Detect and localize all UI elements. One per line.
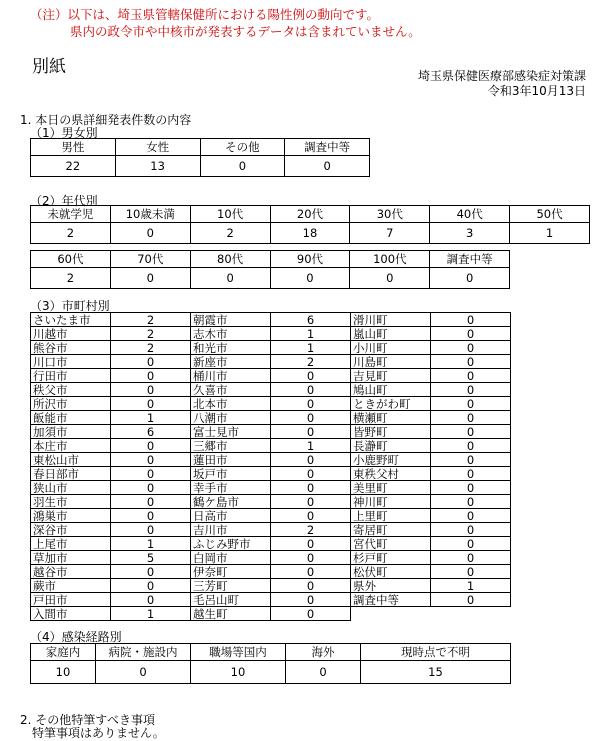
municipality-name: 小鹿野町	[351, 453, 431, 467]
municipality-count: 2	[111, 327, 191, 341]
municipality-row	[31, 565, 511, 579]
municipality-row	[31, 481, 511, 495]
age-header-row-1	[31, 206, 590, 223]
municipality-title: （3）市町村別	[30, 299, 110, 313]
municipality-name: 吉川市	[191, 523, 271, 537]
route-title: （4）感染経路別	[30, 630, 122, 644]
municipality-name: 川島町	[351, 355, 431, 369]
notice-line-1: （注）以下は、埼玉県管轄保健所における陽性例の動向です。	[30, 7, 380, 22]
municipality-count	[431, 607, 511, 621]
municipality-count: 0	[431, 537, 511, 551]
a-h2-cell: 60代	[31, 251, 111, 268]
municipality-count: 0	[271, 411, 351, 425]
municipality-count: 0	[431, 425, 511, 439]
g-h-cell: 男性	[31, 139, 116, 156]
a-v1-cell: 2	[190, 223, 270, 244]
municipality-name: 蕨市	[31, 579, 111, 593]
municipality-name: 県外	[351, 579, 431, 593]
a-h1-cell: 20代	[270, 206, 350, 223]
a-v2-cell: 0	[190, 268, 270, 289]
municipality-name: 越生町	[191, 607, 271, 621]
section1-title: 1. 本日の県詳細発表件数の内容	[20, 113, 192, 127]
municipality-count: 0	[271, 425, 351, 439]
municipality-row	[31, 537, 511, 551]
a-v2-cell: 0	[430, 268, 510, 289]
municipality-name: 長瀞町	[351, 439, 431, 453]
municipality-row	[31, 439, 511, 453]
municipality-name: 蓮田市	[191, 453, 271, 467]
municipality-count: 2	[271, 523, 351, 537]
municipality-row	[31, 355, 511, 369]
municipality-name: 吉見町	[351, 369, 431, 383]
a-h1-cell: 30代	[350, 206, 430, 223]
municipality-name: 毛呂山町	[191, 593, 271, 607]
municipality-count: 0	[111, 439, 191, 453]
municipality-name: ときがわ町	[351, 397, 431, 411]
municipality-count: 0	[431, 565, 511, 579]
g-h-cell: その他	[200, 139, 285, 156]
municipality-name: 熊谷市	[31, 341, 111, 355]
a-h1-cell: 10歳未満	[110, 206, 190, 223]
notice-line-2: 県内の政令市や中核市が発表するデータは含まれていません。	[70, 24, 421, 39]
a-v2-cell: 0	[110, 268, 190, 289]
age-table	[30, 205, 590, 289]
municipality-name: 羽生市	[31, 495, 111, 509]
municipality-name: 調査中等	[351, 593, 431, 607]
municipality-count: 0	[271, 509, 351, 523]
municipality-name: 深谷市	[31, 523, 111, 537]
municipality-count: 0	[431, 341, 511, 355]
municipality-name: 行田市	[31, 369, 111, 383]
municipality-name: 白岡市	[191, 551, 271, 565]
municipality-name: 秩父市	[31, 383, 111, 397]
municipality-count: 1	[111, 411, 191, 425]
municipality-count: 0	[111, 579, 191, 593]
municipality-count: 0	[111, 509, 191, 523]
municipality-row	[31, 579, 511, 593]
a-h1-cell: 50代	[510, 206, 590, 223]
age-value-row-1	[31, 223, 590, 244]
g-h-cell: 調査中等	[285, 139, 370, 156]
municipality-row	[31, 397, 511, 411]
municipality-row	[31, 341, 511, 355]
a-h1-cell: 40代	[430, 206, 510, 223]
municipality-count: 0	[431, 593, 511, 607]
municipality-count: 0	[271, 453, 351, 467]
municipality-name: 狭山市	[31, 481, 111, 495]
municipality-name: 新座市	[191, 355, 271, 369]
g-v-cell: 22	[31, 156, 116, 177]
municipality-count: 2	[111, 313, 191, 327]
a-v1-cell: 18	[270, 223, 350, 244]
municipality-count: 0	[271, 369, 351, 383]
municipality-name: 入間市	[31, 607, 111, 621]
municipality-count: 0	[111, 383, 191, 397]
municipality-count: 0	[431, 453, 511, 467]
municipality-count: 0	[431, 411, 511, 425]
age-empty-cell	[510, 251, 590, 268]
municipality-row	[31, 327, 511, 341]
municipality-count: 0	[431, 369, 511, 383]
r-v-cell: 0	[96, 661, 191, 684]
municipality-count: 1	[271, 439, 351, 453]
municipality-row	[31, 383, 511, 397]
a-h1-cell: 10代	[190, 206, 270, 223]
municipality-count: 0	[431, 509, 511, 523]
municipality-count: 0	[111, 523, 191, 537]
a-h2-cell: 100代	[350, 251, 430, 268]
a-v1-cell: 0	[110, 223, 190, 244]
municipality-count: 6	[271, 313, 351, 327]
municipality-count: 0	[271, 383, 351, 397]
municipality-row	[31, 551, 511, 565]
municipality-row	[31, 607, 511, 621]
municipality-name: 三芳町	[191, 579, 271, 593]
municipality-count: 1	[271, 327, 351, 341]
municipality-count: 1	[111, 607, 191, 621]
municipality-count: 0	[431, 327, 511, 341]
age-title: （2）年代別	[30, 194, 98, 208]
municipality-count: 0	[271, 593, 351, 607]
municipality-count: 0	[111, 369, 191, 383]
municipality-name: 朝霞市	[191, 313, 271, 327]
r-h-cell: 病院・施設内	[96, 644, 191, 661]
municipality-name: 坂戸市	[191, 467, 271, 481]
route-header-row	[31, 644, 511, 661]
municipality-count: 0	[431, 397, 511, 411]
municipality-count: 2	[271, 355, 351, 369]
age-header-row-2	[31, 251, 590, 268]
municipality-name: 所沢市	[31, 397, 111, 411]
municipality-count: 0	[111, 481, 191, 495]
age-value-row-2	[31, 268, 590, 289]
municipality-name: 川口市	[31, 355, 111, 369]
a-v2-cell: 2	[31, 268, 111, 289]
municipality-count: 0	[271, 397, 351, 411]
municipality-name: 加須市	[31, 425, 111, 439]
municipality-count: 0	[431, 551, 511, 565]
municipality-count: 0	[271, 551, 351, 565]
municipality-row	[31, 523, 511, 537]
municipality-count: 0	[271, 481, 351, 495]
date: 令和3年10月13日	[487, 84, 586, 98]
municipality-count: 0	[111, 495, 191, 509]
municipality-count: 0	[431, 495, 511, 509]
municipality-name: 飯能市	[31, 411, 111, 425]
gender-title: （1）男女別	[30, 126, 98, 140]
municipality-count: 0	[271, 495, 351, 509]
a-v1-cell: 3	[430, 223, 510, 244]
municipality-name: 寄居町	[351, 523, 431, 537]
municipality-name: 志木市	[191, 327, 271, 341]
age-row-gap	[31, 244, 590, 251]
a-v1-cell: 2	[31, 223, 111, 244]
municipality-row	[31, 453, 511, 467]
municipality-name: 鳩山町	[351, 383, 431, 397]
municipality-count: 0	[431, 383, 511, 397]
municipality-name: 越谷市	[31, 565, 111, 579]
g-h-cell: 女性	[115, 139, 200, 156]
municipality-name: 松伏町	[351, 565, 431, 579]
municipality-count: 0	[111, 397, 191, 411]
municipality-count: 0	[271, 565, 351, 579]
municipality-count: 0	[111, 453, 191, 467]
municipality-name: 東松山市	[31, 453, 111, 467]
route-table	[30, 643, 511, 684]
municipality-count: 0	[431, 313, 511, 327]
municipality-name: 八潮市	[191, 411, 271, 425]
r-h-cell: 現時点で不明	[361, 644, 511, 661]
municipality-row	[31, 467, 511, 481]
municipality-count: 2	[111, 341, 191, 355]
municipality-name: 草加市	[31, 551, 111, 565]
municipality-count: 0	[431, 523, 511, 537]
municipality-count: 0	[431, 355, 511, 369]
a-h1-cell: 未就学児	[31, 206, 111, 223]
municipality-name	[351, 607, 431, 621]
section2-title: 2. その他特筆すべき事項	[20, 713, 156, 727]
section2-body: 特筆事項はありません。	[32, 726, 165, 740]
a-v2-cell: 0	[270, 268, 350, 289]
municipality-name: 和光市	[191, 341, 271, 355]
municipality-name: 嵐山町	[351, 327, 431, 341]
gender-table	[30, 138, 370, 177]
municipality-count: 0	[111, 593, 191, 607]
municipality-name: 皆野町	[351, 425, 431, 439]
g-v-cell: 0	[285, 156, 370, 177]
municipality-name: 戸田市	[31, 593, 111, 607]
a-h2-cell: 80代	[190, 251, 270, 268]
r-h-cell: 海外	[286, 644, 361, 661]
municipality-name: ふじみ野市	[191, 537, 271, 551]
municipality-name: 本庄市	[31, 439, 111, 453]
municipality-name: 富士見市	[191, 425, 271, 439]
r-v-cell: 15	[361, 661, 511, 684]
r-v-cell: 0	[286, 661, 361, 684]
a-h2-cell: 70代	[110, 251, 190, 268]
municipality-count: 1	[111, 537, 191, 551]
doc-label: 別紙	[32, 57, 66, 77]
municipality-name: 北本市	[191, 397, 271, 411]
municipality-row	[31, 369, 511, 383]
municipality-name: 宮代町	[351, 537, 431, 551]
municipality-row	[31, 593, 511, 607]
gender-header-row	[31, 139, 370, 156]
municipality-count: 0	[271, 467, 351, 481]
municipality-name: 杉戸町	[351, 551, 431, 565]
a-v2-cell: 0	[350, 268, 430, 289]
g-v-cell: 13	[115, 156, 200, 177]
municipality-count: 0	[271, 607, 351, 621]
municipality-name: 神川町	[351, 495, 431, 509]
municipality-name: 上尾市	[31, 537, 111, 551]
municipality-count: 6	[111, 425, 191, 439]
municipality-row	[31, 509, 511, 523]
municipality-name: 横瀬町	[351, 411, 431, 425]
municipality-table	[30, 312, 511, 621]
municipality-count: 0	[111, 565, 191, 579]
municipality-name: 幸手市	[191, 481, 271, 495]
municipality-row	[31, 313, 511, 327]
municipality-row	[31, 425, 511, 439]
a-h2-cell: 90代	[270, 251, 350, 268]
a-v1-cell: 7	[350, 223, 430, 244]
municipality-name: 三郷市	[191, 439, 271, 453]
municipality-name: 滑川町	[351, 313, 431, 327]
r-h-cell: 職場等国内	[191, 644, 286, 661]
g-v-cell: 0	[200, 156, 285, 177]
municipality-name: 上里町	[351, 509, 431, 523]
route-value-row	[31, 661, 511, 684]
municipality-count: 5	[111, 551, 191, 565]
issuer: 埼玉県保健医療部感染症対策課	[417, 69, 586, 83]
municipality-row	[31, 495, 511, 509]
municipality-name: 桶川市	[191, 369, 271, 383]
municipality-name: さいたま市	[31, 313, 111, 327]
municipality-name: 伊奈町	[191, 565, 271, 579]
r-v-cell: 10	[191, 661, 286, 684]
municipality-name: 鶴ケ島市	[191, 495, 271, 509]
municipality-count: 0	[111, 467, 191, 481]
a-v1-cell: 1	[510, 223, 590, 244]
municipality-count: 0	[431, 439, 511, 453]
municipality-name: 川越市	[31, 327, 111, 341]
r-v-cell: 10	[31, 661, 96, 684]
municipality-name: 鴻巣市	[31, 509, 111, 523]
a-h2-cell: 調査中等	[430, 251, 510, 268]
municipality-count: 0	[431, 481, 511, 495]
municipality-name: 久喜市	[191, 383, 271, 397]
municipality-name: 東秩父村	[351, 467, 431, 481]
municipality-count: 0	[111, 355, 191, 369]
municipality-count: 1	[271, 341, 351, 355]
municipality-name: 美里町	[351, 481, 431, 495]
municipality-name: 日高市	[191, 509, 271, 523]
age-empty-cell	[510, 268, 590, 289]
municipality-name: 小川町	[351, 341, 431, 355]
municipality-count: 0	[431, 467, 511, 481]
r-h-cell: 家庭内	[31, 644, 96, 661]
municipality-row	[31, 411, 511, 425]
municipality-name: 春日部市	[31, 467, 111, 481]
municipality-count: 0	[271, 579, 351, 593]
municipality-count: 0	[271, 537, 351, 551]
municipality-count: 1	[431, 579, 511, 593]
gender-value-row	[31, 156, 370, 177]
